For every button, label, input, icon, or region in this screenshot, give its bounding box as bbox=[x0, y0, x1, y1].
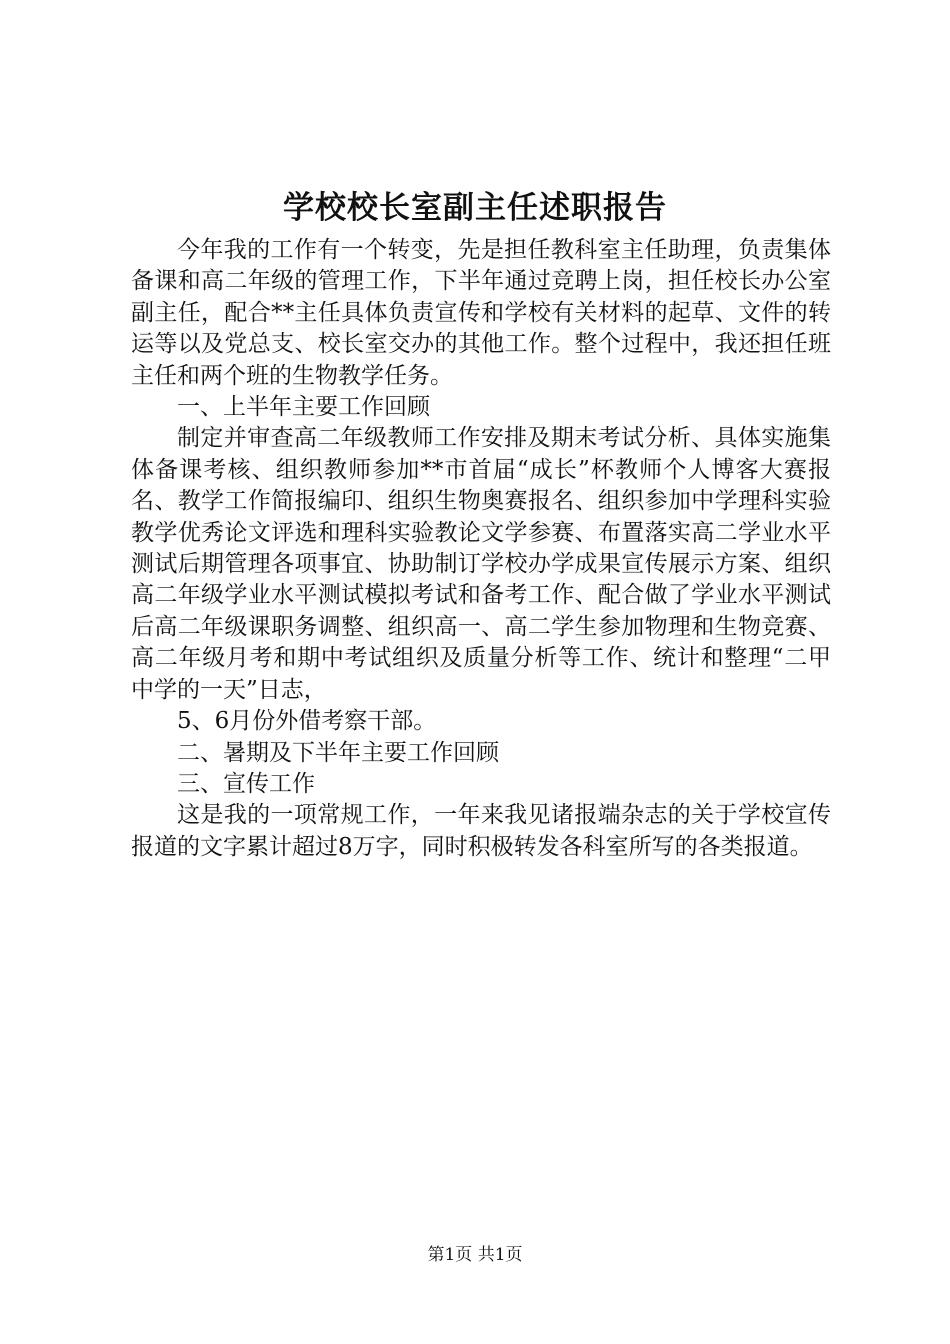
paragraph-intro: 今年我的工作有一个转变，先是担任教科室主任助理，负责集体备课和高二年级的管理工作，下半年通过竞聘上岗，担任校长办公室副主任，配合**主任具体负责宣传和学校有关材料的起草、文件的转运等以及党总支、校长室交办的其他工作。整个过程中，我还担任班主任和两个班的生物教学任务。 bbox=[131, 237, 831, 389]
page-footer: 第1页 共1页 bbox=[427, 1245, 523, 1265]
paragraph-publicity-work: 这是我的一项常规工作，一年来我见诸报端杂志的关于学校宣传报道的文字累计超过8万字，同时积极转发各科室所写的各类报道。 bbox=[131, 802, 831, 860]
paragraph-first-half-work: 制定并审查高二年级教师工作安排及期末考试分析、具体实施集体备课考核、组织教师参加**市首届“成长”杯教师个人博客大赛报名、教学工作简报编印、组织生物奥赛报名、组织参加中学理科实验教学优秀论文评选和理科实验教论文学参赛、布置落实高二学业水平测试后期管理各项事宜、协助制订学校办学成果宣传展示方案、组织高二年级学业水平测试模拟考试和备考工作、配合做了学业水平测试后高二年级课职务调整、组织高一、高二学生参加物理和生物竞赛、高二年级月考和期中考试组织及质量分析等工作、统计和整理“二甲中学的一天”日志， bbox=[131, 425, 831, 703]
section-heading-second-half: 二、暑期及下半年主要工作回顾 bbox=[177, 739, 499, 766]
section-heading-publicity: 三、宣传工作 bbox=[177, 770, 315, 797]
document-body bbox=[131, 235, 831, 863]
paragraph-loan-note: 5、6月份外借考察干部。 bbox=[177, 708, 437, 735]
section-heading-first-half: 一、上半年主要工作回顾 bbox=[177, 394, 430, 421]
document-title: 学校校长室副主任述职报告 bbox=[283, 190, 667, 226]
